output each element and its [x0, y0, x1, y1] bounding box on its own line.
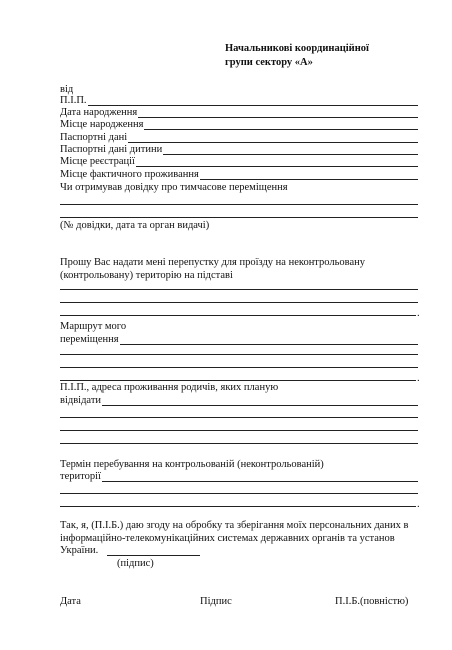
- route-line-3[interactable]: [60, 367, 418, 368]
- relatives-label-line-1: П.І.П., адреса проживання родичів, яких планую: [60, 382, 279, 393]
- addressee-block: [225, 42, 369, 70]
- birth-place-field[interactable]: [60, 118, 418, 130]
- basis-line-3[interactable]: [60, 315, 416, 316]
- child-passport-field[interactable]: [60, 143, 418, 155]
- birth-date-underline[interactable]: [138, 107, 418, 118]
- term-dot: .: [417, 499, 420, 510]
- term-line-3[interactable]: [60, 506, 416, 507]
- route-line-2[interactable]: [60, 354, 418, 355]
- basis-dot: .: [417, 308, 420, 319]
- registration-field[interactable]: [60, 155, 418, 167]
- route-field[interactable]: [60, 333, 418, 345]
- birth-date-field[interactable]: [60, 106, 418, 118]
- consent-line-2: інформаційно-телекомунікаційних системах державних органів та установ: [60, 532, 395, 544]
- addressee-line-1: Начальникові координаційної: [225, 43, 369, 54]
- passport-field[interactable]: [60, 131, 418, 143]
- term-underline[interactable]: [102, 471, 418, 482]
- relatives-line-4[interactable]: [60, 443, 418, 444]
- footer-full-name-label: П.І.Б.(повністю): [335, 596, 409, 607]
- request-paragraph: [60, 257, 420, 282]
- term-label-line-1: Термін перебування на контрольованій (неконтрольованій): [60, 459, 324, 470]
- basis-line-1[interactable]: [60, 289, 418, 290]
- footer-signature-label: Підпис: [200, 596, 232, 607]
- consent-line-1: Так, я, (П.І.Б.) даю згоду на обробку та зберігання моїх персональних даних в: [60, 520, 409, 531]
- passport-underline[interactable]: [128, 132, 418, 143]
- consent-signature-line[interactable]: [107, 555, 200, 556]
- pib-field[interactable]: [60, 94, 418, 106]
- route-underline[interactable]: [120, 334, 418, 345]
- from-label: від: [60, 84, 74, 95]
- residence-label: Місце фактичного проживання: [60, 169, 199, 180]
- relatives-line-3[interactable]: [60, 430, 418, 431]
- addressee-line-2: групи сектору «А»: [225, 57, 313, 68]
- registration-underline[interactable]: [136, 156, 418, 167]
- child-passport-underline[interactable]: [163, 144, 418, 155]
- certificate-line-1[interactable]: [60, 204, 418, 205]
- relatives-underline[interactable]: [102, 395, 418, 406]
- footer-date-label: Дата: [60, 596, 81, 607]
- basis-line-2[interactable]: [60, 302, 418, 303]
- relatives-line-2[interactable]: [60, 417, 418, 418]
- pib-underline[interactable]: [88, 95, 418, 106]
- term-field[interactable]: [60, 470, 418, 482]
- route-label-line-1: Маршрут мого: [60, 321, 127, 332]
- route-line-4[interactable]: [60, 380, 416, 381]
- certificate-question: Чи отримував довідку про тимчасове переміщення: [60, 182, 288, 193]
- certificate-hint: (№ довідки, дата та орган видачі): [60, 220, 210, 231]
- birth-date-label: Дата народження: [60, 107, 138, 118]
- relatives-label-line-2: відвідати: [60, 395, 102, 406]
- pib-label: П.І.П.: [60, 95, 87, 106]
- passport-label: Паспортні дані: [60, 132, 128, 143]
- term-label-line-2: території: [60, 471, 101, 482]
- signature-hint: (підпис): [117, 558, 154, 569]
- child-passport-label: Паспортні дані дитини: [60, 144, 163, 155]
- consent-paragraph: [60, 520, 420, 558]
- request-line-1: Прошу Вас надати мені перепустку для проїзду на неконтрольовану: [60, 257, 366, 268]
- request-line-2: (контрольовану) територію на підставі: [60, 269, 233, 281]
- birth-place-label: Місце народження: [60, 119, 144, 130]
- relatives-field[interactable]: [60, 394, 418, 406]
- route-label-line-2: переміщення: [60, 334, 119, 345]
- residence-field[interactable]: [60, 168, 418, 180]
- term-line-2[interactable]: [60, 493, 418, 494]
- certificate-line-2[interactable]: [60, 217, 418, 218]
- route-dot: .: [417, 373, 420, 384]
- consent-line-3: України.: [60, 545, 99, 556]
- residence-underline[interactable]: [200, 169, 418, 180]
- registration-label: Місце реєстрації: [60, 156, 135, 167]
- birth-place-underline[interactable]: [144, 119, 418, 130]
